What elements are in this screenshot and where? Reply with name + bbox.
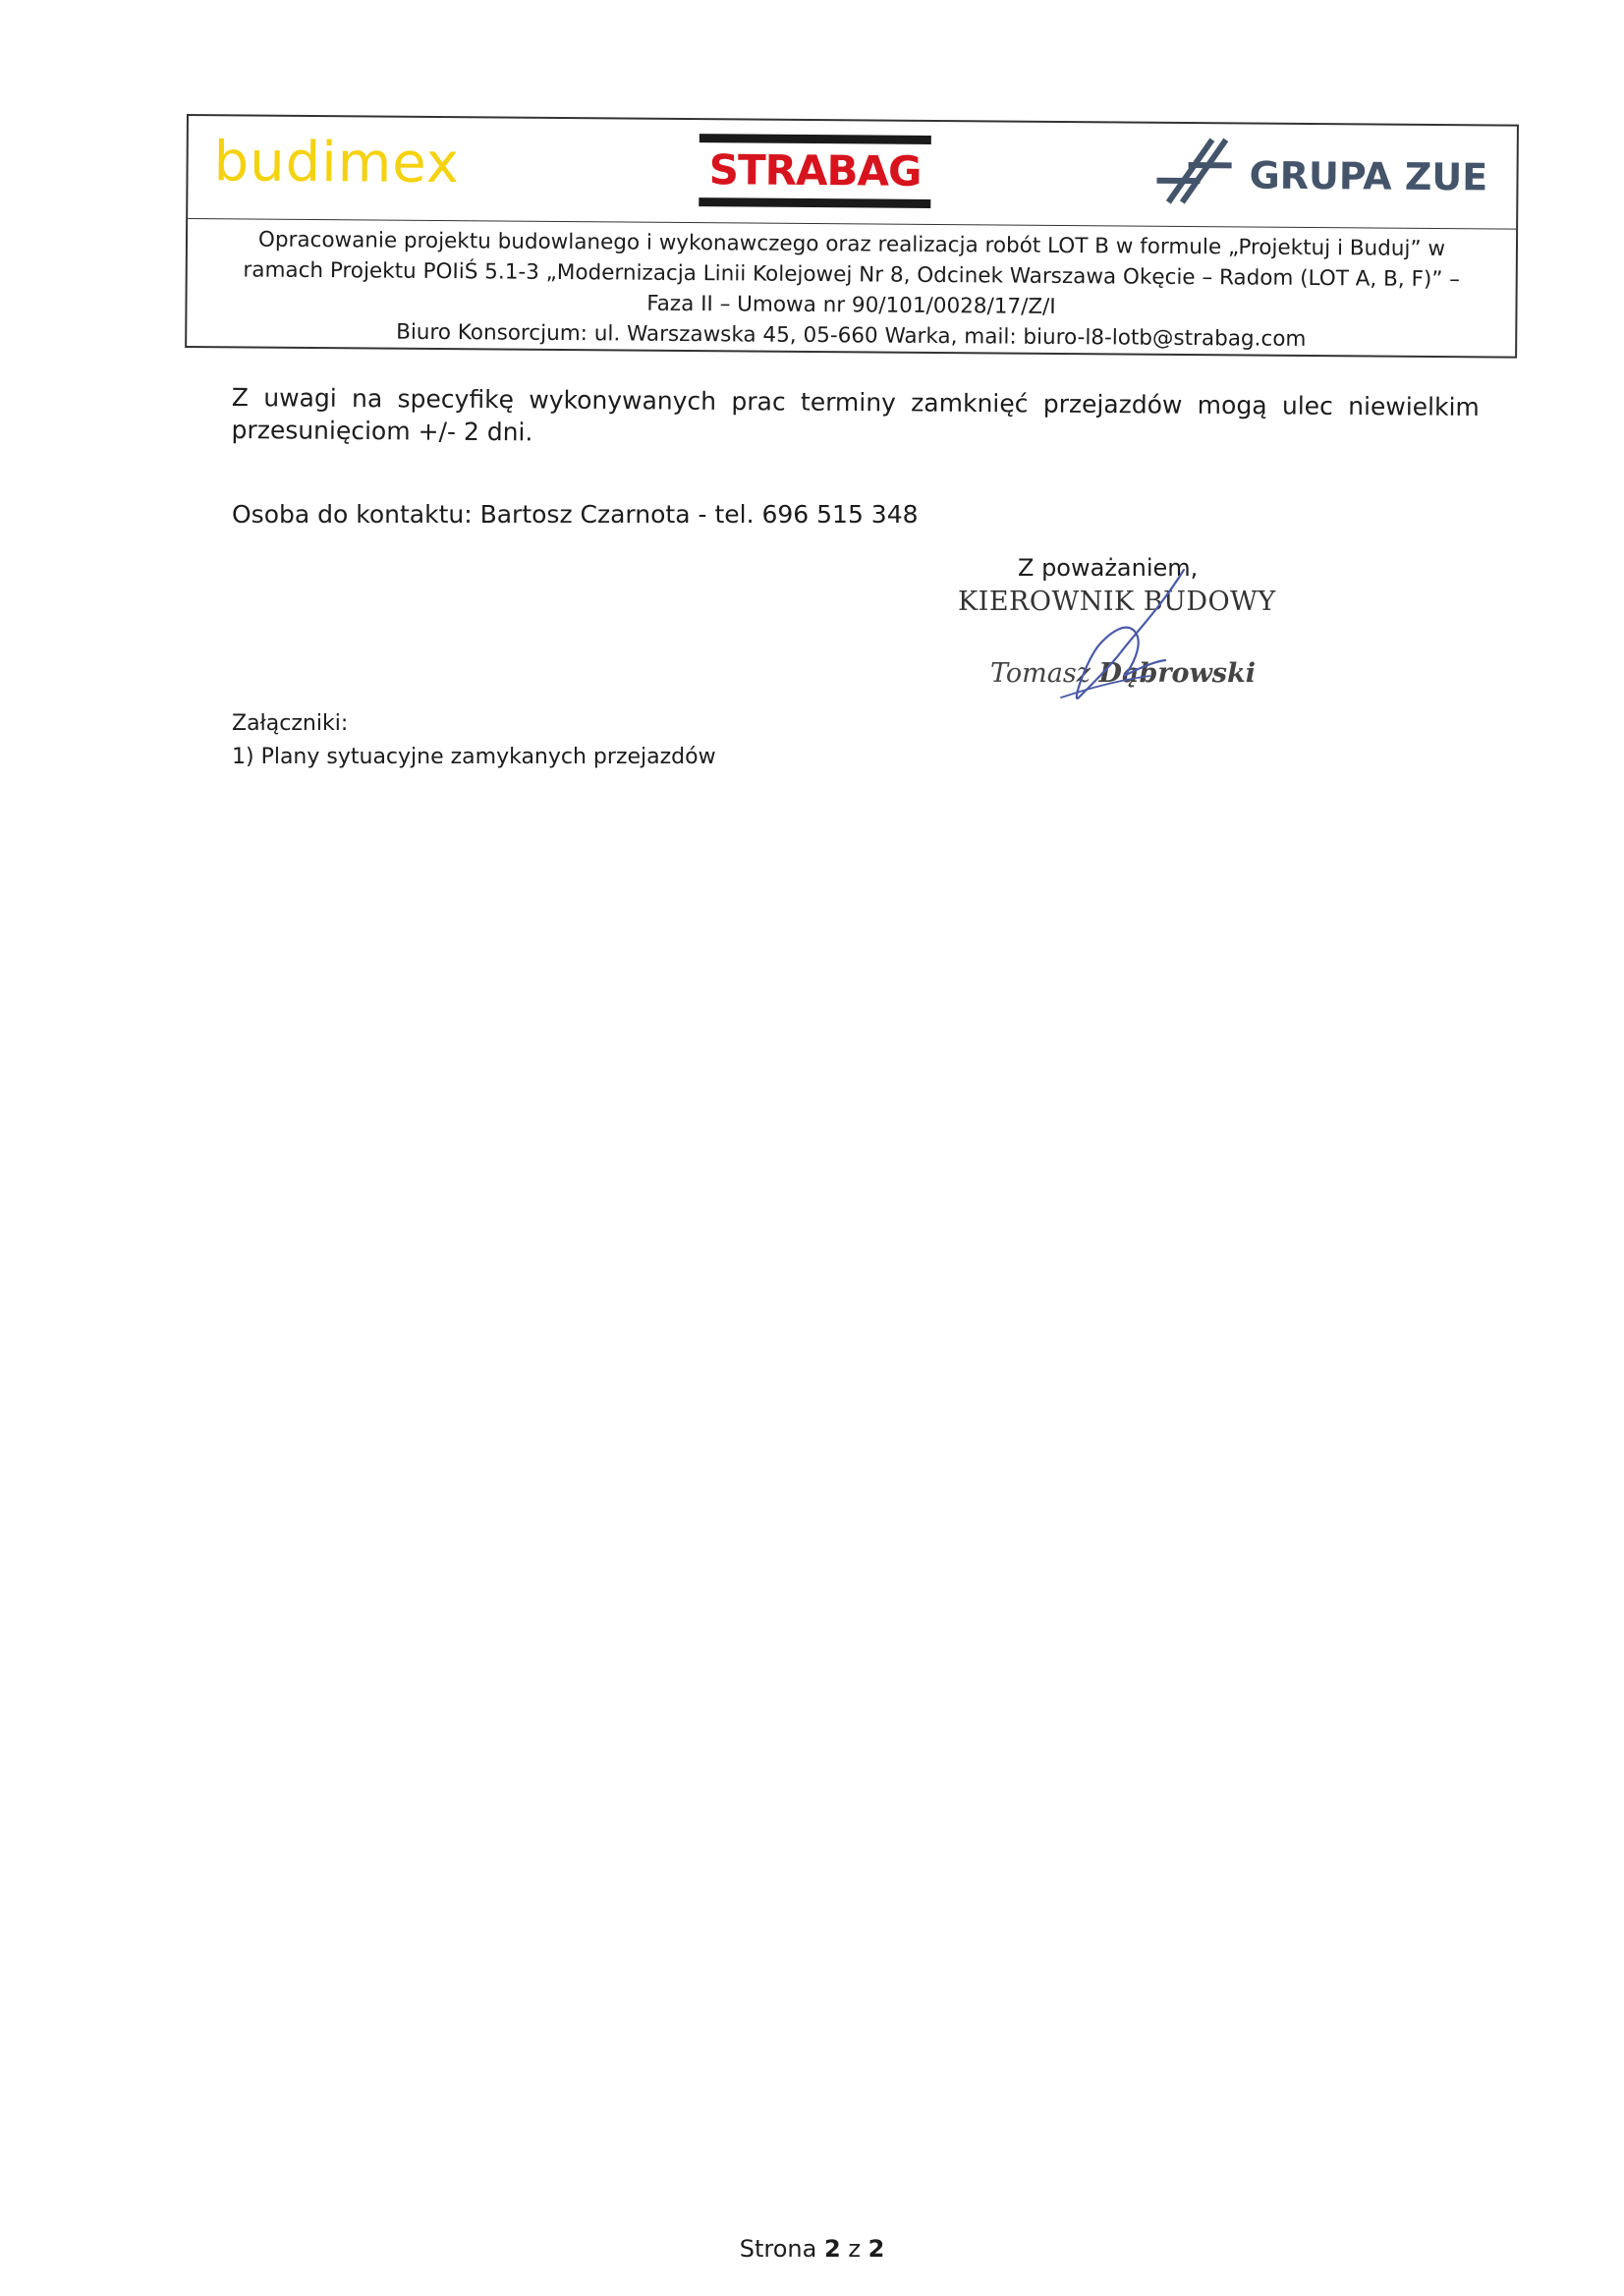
- attachments-title: Załączniki:: [232, 711, 349, 736]
- consortium-line-2: ramach Projektu POIiŚ 5.1-3 „Modernizacja Linii Kolejowej Nr 8, Odcinek Warszawa Okęcie – Radom (LOT A, B, F)” –: [243, 257, 1461, 293]
- zue-logo-text: GRUPA ZUE: [1249, 153, 1488, 199]
- strabag-logo: [699, 134, 931, 208]
- consortium-info: [187, 224, 1516, 357]
- consortium-line-3: Faza II – Umowa nr 90/101/0028/17/Z/I: [646, 291, 1056, 319]
- notice-paragraph: Z uwagi na specyfikę wykonywanych prac terminy zamknięć przejazdów mogą ulec niewielkim przesunięciom +/- 2 dni.: [231, 382, 1480, 447]
- footer-current-page: 2: [823, 2235, 841, 2263]
- page-footer: [0, 2235, 1624, 2263]
- logo-row: [188, 116, 1517, 230]
- stamp-name-last: Dąbrowski: [1098, 658, 1256, 689]
- strabag-bar-bottom: [699, 197, 930, 208]
- handwritten-signature: [1041, 550, 1199, 717]
- letterhead: [185, 114, 1519, 359]
- consortium-line-1: Opracowanie projektu budowlanego i wykonawczego oraz realizacja robót LOT B w formule „Projektuj i Buduj” w: [257, 227, 1446, 262]
- footer-total-pages: 2: [868, 2235, 885, 2263]
- footer-label: Strona: [739, 2235, 817, 2263]
- attachment-item: 1) Plany sytuacyjne zamykanych przejazdów: [232, 745, 716, 769]
- stamp-name-first: Tomasz: [990, 658, 1091, 689]
- zue-logo-mark-icon: [1150, 132, 1240, 211]
- contact-paragraph: Osoba do kontaktu: Bartosz Czarnota - tel. 696 515 348: [232, 500, 919, 529]
- strabag-bar-top: [700, 134, 931, 144]
- footer-separator: z: [848, 2235, 861, 2263]
- strabag-logo-text: STRABAG: [708, 145, 922, 196]
- closing-greeting: Z poważaniem,: [1018, 554, 1199, 582]
- stamp-title: KIEROWNIK BUDOWY: [958, 587, 1276, 617]
- consortium-line-4: Biuro Konsorcjum: ul. Warszawska 45, 05-660 Warka, mail: biuro-l8-lotb@strabag.com: [396, 319, 1307, 352]
- budimex-logo: budimex: [213, 130, 461, 196]
